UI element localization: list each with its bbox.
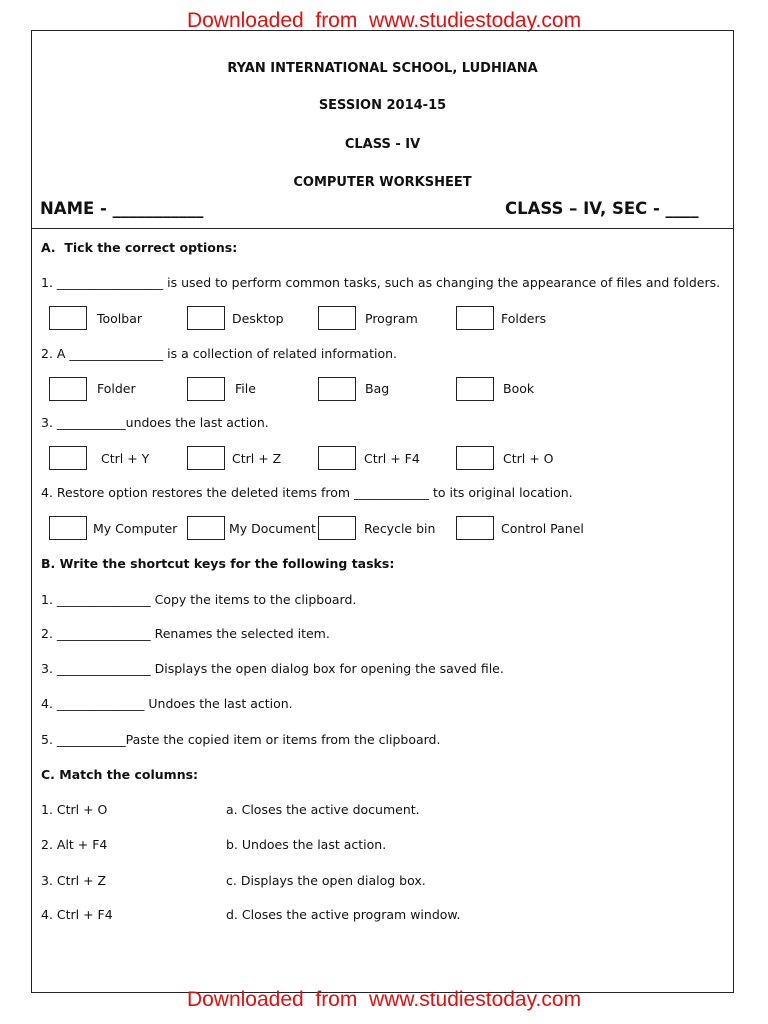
match-right: b. Undoes the last action. [226,837,387,852]
option-label: Toolbar [97,311,143,326]
match-right: c. Displays the open dialog box. [226,873,426,888]
shortcut-item: 5. ___________Paste the copied item or items from the clipboard. [41,732,441,747]
match-left: 4. Ctrl + F4 [41,907,113,922]
match-right: a. Closes the active document. [226,802,420,817]
section-c-heading: C. Match the columns: [41,767,199,782]
option-checkbox[interactable] [187,516,225,540]
option-checkbox[interactable] [187,306,225,330]
session: SESSION 2014-15 [318,98,447,113]
option-label: Desktop [232,311,284,326]
option-label: Book [503,381,535,396]
match-left: 2. Alt + F4 [41,837,108,852]
shortcut-item: 3. _______________ Displays the open dialog box for opening the saved file. [41,661,504,676]
option-checkbox[interactable] [456,446,494,470]
option-checkbox[interactable] [187,446,225,470]
option-label: File [235,381,256,396]
school-name: RYAN INTERNATIONAL SCHOOL, LUDHIANA [227,61,538,76]
class-title: CLASS - IV [344,137,421,152]
option-label: My Computer [93,521,178,536]
option-checkbox[interactable] [456,516,494,540]
option-checkbox[interactable] [49,516,87,540]
option-checkbox[interactable] [318,306,356,330]
section-a-heading: A. Tick the correct options: [41,240,238,255]
name-field: NAME - ___________ [40,199,204,218]
option-checkbox[interactable] [49,446,87,470]
option-label: Folder [97,381,136,396]
option-label: Program [365,311,418,326]
option-checkbox[interactable] [187,377,225,401]
option-checkbox[interactable] [318,446,356,470]
option-checkbox[interactable] [49,306,87,330]
match-left: 3. Ctrl + Z [41,873,107,888]
shortcut-item: 1. _______________ Copy the items to the clipboard. [41,592,357,607]
option-label: Ctrl + Z [232,451,282,466]
option-label: Folders [501,311,547,326]
option-label: Ctrl + F4 [364,451,420,466]
option-label: Recycle bin [364,521,436,536]
option-checkbox[interactable] [318,377,356,401]
question-1: 1. _________________ is used to perform common tasks, such as changing the appearance of files and folders. [41,275,721,290]
option-checkbox[interactable] [456,306,494,330]
option-label: Ctrl + Y [101,451,150,466]
match-left: 1. Ctrl + O [41,802,108,817]
watermark-bottom: Downloaded from www.studiestoday.com [186,988,582,1011]
match-right: d. Closes the active program window. [226,907,461,922]
option-label: Control Panel [501,521,584,536]
option-checkbox[interactable] [49,377,87,401]
watermark-top: Downloaded from www.studiestoday.com [186,9,582,32]
option-label: Bag [365,381,390,396]
option-checkbox[interactable] [456,377,494,401]
shortcut-item: 2. _______________ Renames the selected item. [41,626,330,641]
option-label: My Document [229,521,316,536]
question-3: 3. ___________undoes the last action. [41,415,269,430]
section-b-heading: B. Write the shortcut keys for the following tasks: [41,556,395,571]
option-checkbox[interactable] [318,516,356,540]
option-label: Ctrl + O [503,451,554,466]
shortcut-item: 4. ______________ Undoes the last action. [41,696,293,711]
class-section-field: CLASS – IV, SEC - ____ [505,199,699,218]
question-2: 2. A _______________ is a collection of related information. [41,346,398,361]
question-4: 4. Restore option restores the deleted items from ____________ to its original location. [41,485,573,500]
worksheet-title: COMPUTER WORKSHEET [293,175,472,190]
header-divider [31,228,734,229]
